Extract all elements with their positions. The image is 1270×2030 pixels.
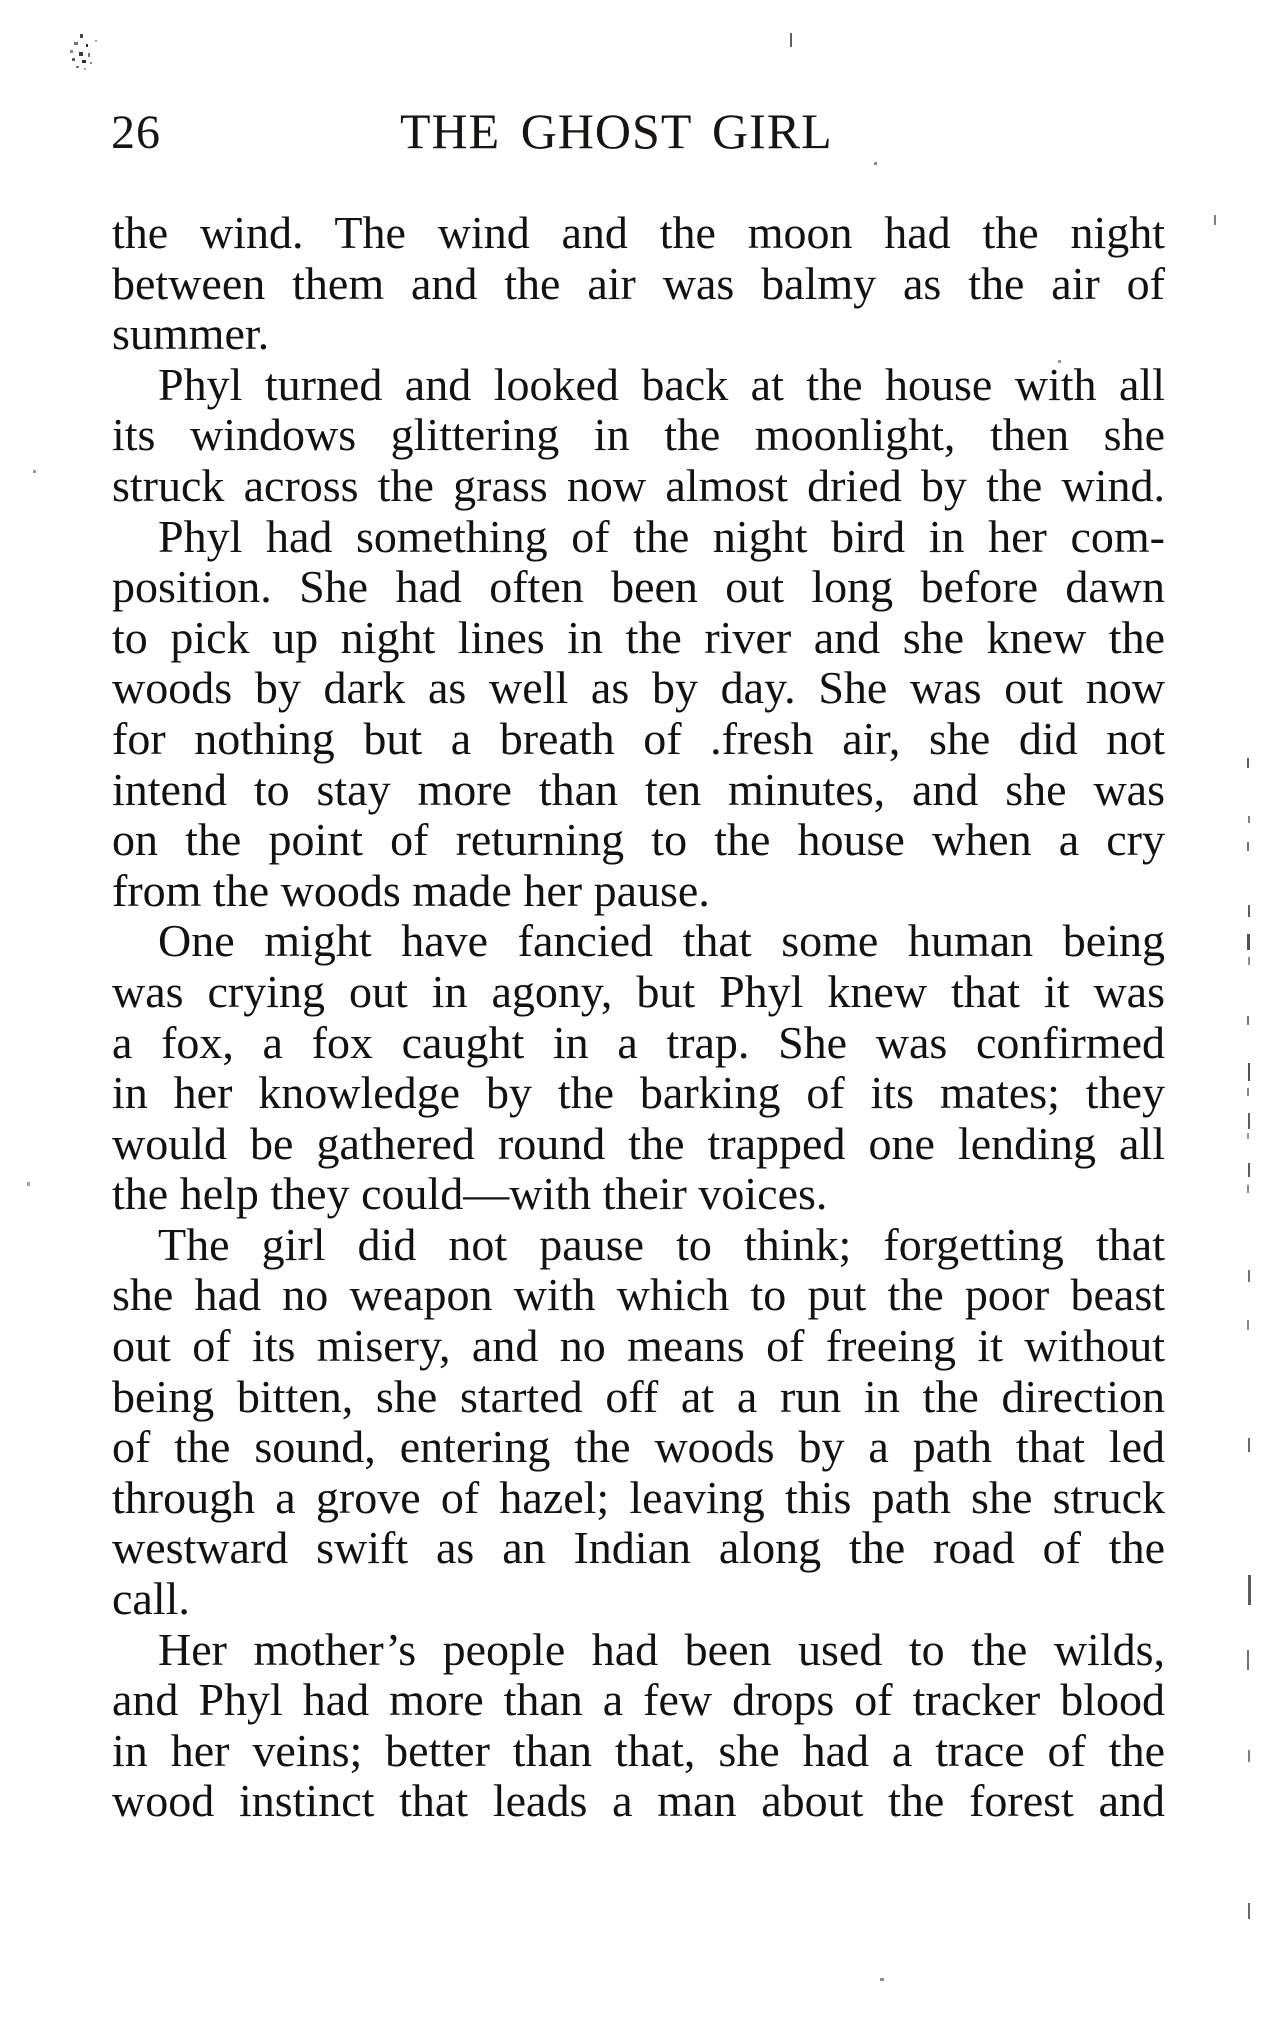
scan-speck <box>1248 1113 1250 1129</box>
text-line: and Phyl had more than a few drops of tracker blood <box>112 1675 1165 1726</box>
scan-speck <box>1248 1903 1250 1919</box>
text-line: Her mother’s people had been used to the wilds, <box>158 1624 1165 1675</box>
scan-speck <box>1247 1016 1249 1025</box>
scan-speck <box>1248 1163 1250 1177</box>
text-line: of the sound, entering the woods by a path that led <box>112 1422 1165 1473</box>
text-line: being bitten, she started off at a run in the direction <box>112 1371 1165 1422</box>
text-line: westward swift as an Indian along the road of the <box>112 1523 1165 1574</box>
scan-speck <box>1247 1650 1249 1670</box>
text-line: a fox, a fox caught in a trap. She was confirmed <box>112 1017 1165 1068</box>
scan-speck <box>88 53 90 57</box>
scan-speck <box>790 33 792 47</box>
page-number: 26 <box>111 106 161 159</box>
scan-speck <box>84 68 86 70</box>
scan-speck <box>1214 215 1216 225</box>
text-line: wood instinct that leads a man about the forest and <box>112 1776 1165 1827</box>
text-line: to pick up night lines in the river and she knew the <box>112 612 1165 663</box>
text-line: its windows glittering in the moonlight, then she <box>112 410 1165 461</box>
scan-speck <box>1247 1185 1249 1193</box>
text-line: the help they could—with their voices. <box>112 1169 828 1220</box>
scan-speck <box>33 470 36 473</box>
scan-speck <box>874 162 877 165</box>
text-line: would be gathered round the trapped one lending all <box>112 1118 1165 1169</box>
scan-speck <box>86 44 88 47</box>
scan-speck <box>1248 957 1250 965</box>
scan-speck <box>1248 1270 1250 1282</box>
scan-speck <box>82 60 86 63</box>
text-line: One might have fancied that some human being <box>158 916 1165 967</box>
scan-speck <box>1247 1133 1249 1139</box>
scan-speck <box>95 40 97 42</box>
text-line: summer. <box>112 309 270 360</box>
text-line: was crying out in agony, but Phyl knew that it was <box>112 966 1165 1017</box>
text-line: call. <box>112 1574 190 1625</box>
scan-speck <box>1247 1320 1249 1330</box>
text-line: woods by dark as well as by day. She was out now <box>112 663 1165 714</box>
running-title: THE GHOST GIRL <box>400 103 833 159</box>
text-line: struck across the grass now almost dried by the wind. <box>112 460 1165 511</box>
scan-speck <box>1058 360 1061 363</box>
text-line: she had no weapon with which to put the poor beast <box>112 1270 1165 1321</box>
scan-speck <box>1248 816 1250 823</box>
text-line: out of its misery, and no means of freeing it without <box>112 1321 1165 1372</box>
scan-speck <box>80 34 83 38</box>
text-line: position. She had often been out long before dawn <box>112 562 1165 613</box>
text-line: through a grove of hazel; leaving this path she struck <box>112 1472 1165 1523</box>
text-line: the wind. The wind and the moon had the night <box>112 208 1165 258</box>
scan-speck <box>1248 1575 1251 1605</box>
text-line: The girl did not pause to think; forgetting that <box>158 1219 1165 1270</box>
scan-speck <box>1248 905 1250 917</box>
scan-speck <box>1248 1063 1250 1081</box>
body-text-block <box>112 208 1165 1827</box>
scan-speck <box>1247 758 1249 768</box>
scan-speck <box>90 62 92 64</box>
scan-speck <box>76 66 79 68</box>
scan-speck <box>72 58 75 61</box>
scan-speck <box>70 50 73 53</box>
scan-speck <box>1247 842 1249 851</box>
scan-speck <box>1247 1088 1249 1096</box>
scan-speck <box>79 52 83 56</box>
text-line: Phyl turned and looked back at the house with all <box>158 359 1165 410</box>
text-line: from the woods made her pause. <box>112 865 710 916</box>
scan-speck <box>880 1978 884 1981</box>
scan-speck <box>1247 934 1250 950</box>
text-line: for nothing but a breath of .fresh air, she did not <box>112 713 1165 764</box>
scan-speck <box>1248 1438 1250 1452</box>
scan-speck <box>27 1182 30 1186</box>
scan-speck <box>74 42 78 45</box>
text-line: Phyl had something of the night bird in her com- <box>158 511 1165 562</box>
text-line: between them and the air was balmy as the air of <box>112 258 1165 309</box>
text-line: intend to stay more than ten minutes, and she was <box>112 764 1165 815</box>
text-line: in her veins; better than that, she had a trace of the <box>112 1725 1165 1776</box>
text-line: on the point of returning to the house when a cry <box>112 815 1165 866</box>
text-line: in her knowledge by the barking of its mates; they <box>112 1068 1165 1119</box>
scan-speck <box>1248 1750 1250 1762</box>
